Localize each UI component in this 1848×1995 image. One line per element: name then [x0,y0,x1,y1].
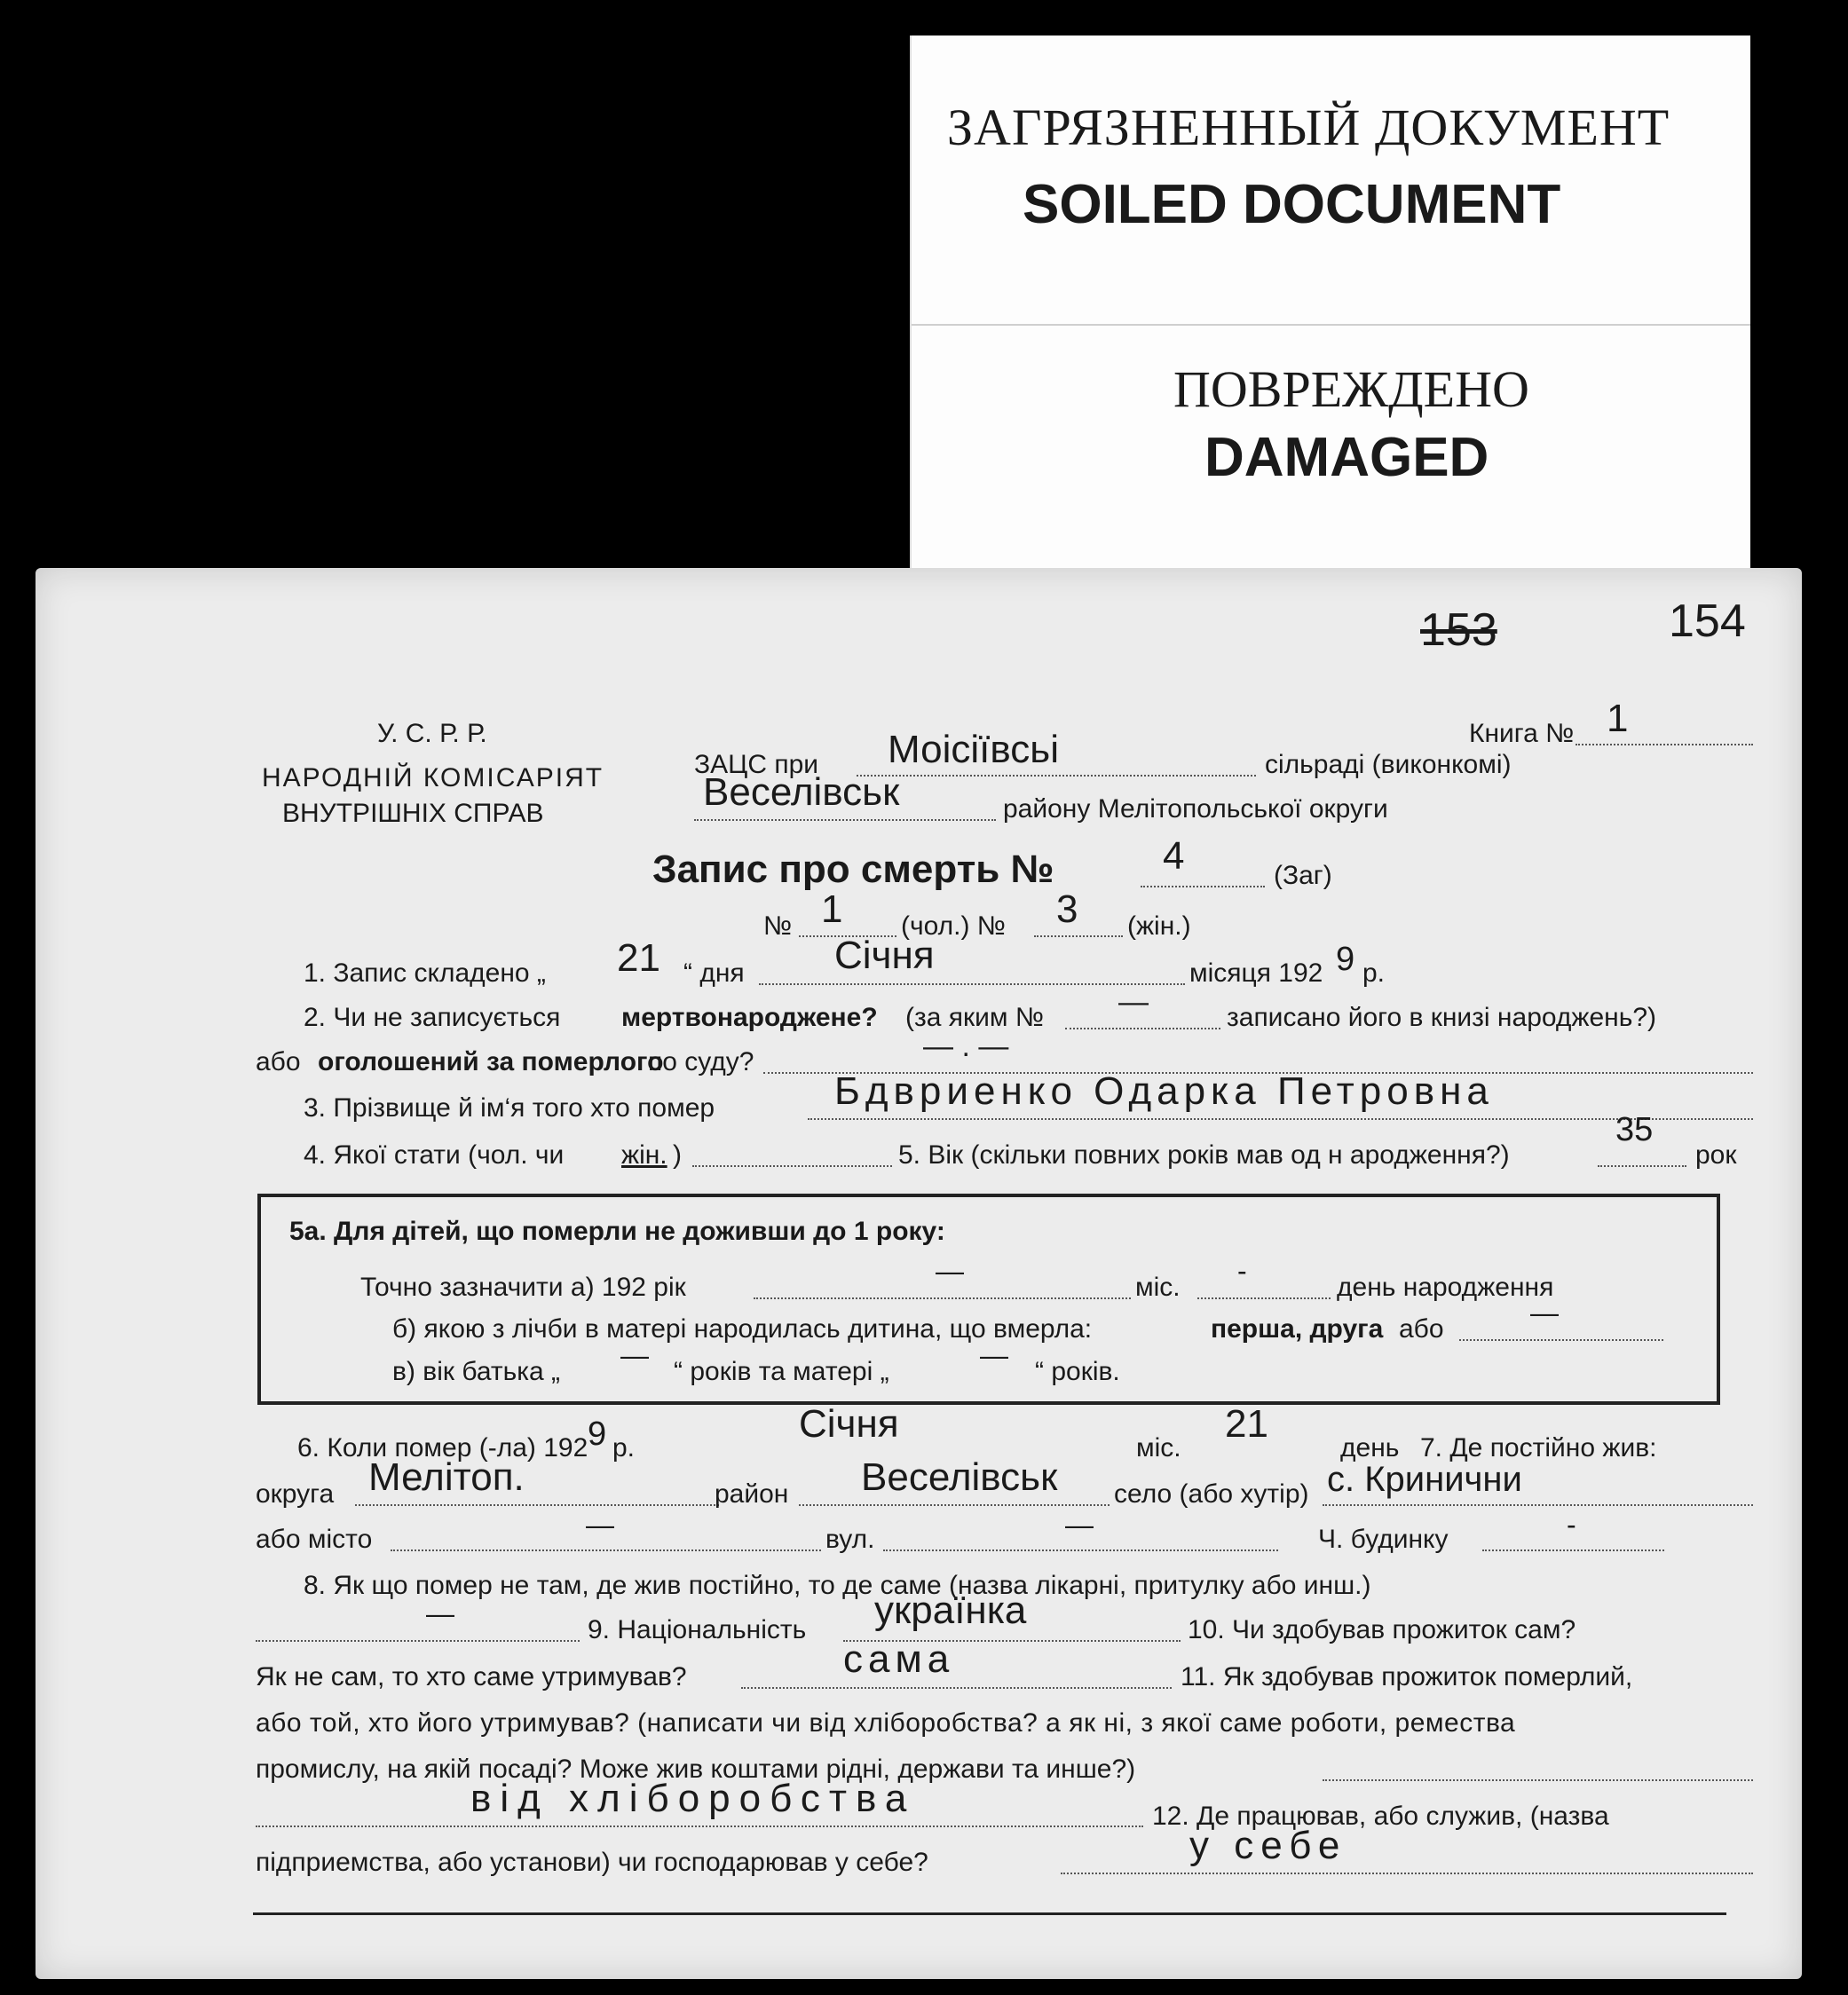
selo-value: с. Кринични [1327,1460,1522,1499]
okruha-value: Мелітоп. [368,1455,525,1499]
field-5-end: рок [1695,1140,1737,1170]
field-7-label: 7. Де постійно жив: [1420,1433,1657,1463]
ministry-line2: ВНУТРІШНІХ СПРАВ [282,799,544,828]
section-5a-line2-v: — [1530,1297,1559,1329]
vul-line [883,1549,1278,1551]
field-1-day: 21 [617,936,660,980]
page-number-current: 154 [1669,595,1746,647]
budynok-label: Ч. будинку [1318,1525,1449,1554]
section-5a-line1-v1: — [936,1255,964,1287]
field-8-line [256,1640,580,1642]
section-5a-order-line [1459,1339,1663,1341]
field-6-year: 9 [588,1415,607,1453]
book-number-line [1576,744,1753,745]
okruha-label: округа [256,1479,335,1509]
vul-label: вул. [825,1525,875,1554]
zags-prefix: ЗАЦС при [694,750,819,779]
ministry-line1: НАРОДНІЙ КОМІСАРІЯТ [262,763,604,792]
section-5a-line1-v2: - [1237,1255,1247,1287]
section-5a-line1-c: день народження [1337,1273,1554,1302]
district-value: Веселівськ [703,770,900,814]
record-title-suffix: (Заг) [1274,861,1332,890]
raion-line [799,1504,1110,1506]
female-number-value: 3 [1056,887,1078,931]
republic-label: У. С. Р. Р. [377,719,487,748]
male-number-label: № [763,911,793,941]
male-number-suffix: (чол.) № [901,911,1006,941]
field-9-label: 9. Національність [588,1615,807,1644]
selo-line [1323,1504,1753,1506]
field-10b-line [741,1687,1172,1689]
field-8-value: — [426,1597,454,1629]
field-5-line [1598,1165,1686,1167]
field-6-mis: міс. [1136,1433,1181,1463]
card-fold-line [912,324,1750,326]
field-10b-label: Як не сам, то хто саме утримував? [256,1662,687,1691]
section-5a-line3-v1: — [620,1339,649,1371]
budynok-line [1482,1549,1664,1551]
field-2-line [1065,1028,1220,1029]
field-6-r: р. [612,1433,636,1463]
section-5a-line2-bold: перша, друга [1211,1314,1384,1344]
field-1-year: 9 [1336,941,1355,978]
field-4-line [692,1165,892,1167]
notice-damaged-en: DAMAGED [1204,427,1489,488]
field-12-value: у себе [1189,1824,1347,1867]
notice-soiled-ru: ЗАГРЯЗНЕННЫЙ ДОКУМЕНТ [947,99,1670,156]
misto-value: — [586,1509,614,1541]
field-5-value: 35 [1615,1111,1654,1148]
section-5a-title: 5а. Для дітей, що померли не доживши до 1 року: [289,1217,945,1246]
field-11-line-a [1323,1779,1753,1781]
district-line [694,819,996,821]
field-2-mid: (за яким № [905,1003,1045,1032]
field-4-label: 4. Якої стати (чол. чи [304,1140,565,1170]
raion-label: район [715,1479,789,1509]
raion-value: Веселівськ [861,1455,1058,1499]
bottom-rule [253,1912,1726,1915]
field-6-day: 21 [1225,1402,1268,1446]
record-title: Запис про смерть № [652,848,1054,891]
village-value: Моісіївсьі [888,728,1059,771]
field-12-label: 12. Де працював, або служив, (назва [1152,1802,1609,1831]
field-2-label: 2. Чи не записується [304,1003,561,1032]
field-10-label: 10. Чи здобував прожиток сам? [1188,1615,1576,1644]
field-3-line [808,1118,1753,1120]
field-10b-value: сама [843,1637,955,1681]
field-4-underlined: жін. [621,1140,667,1170]
field-1-month: Січня [834,934,935,977]
okruha-line [355,1504,719,1506]
record-number-value: 4 [1163,834,1185,878]
field-2-end: записано його в книзі народжень?) [1227,1003,1657,1032]
field-3-label: 3. Прізвище й ім‘я того хто помер [304,1093,715,1123]
section-5a-month-line [1197,1297,1331,1299]
damage-notice-card [910,35,1750,568]
section-5a-line3-c: “ років. [1035,1357,1120,1386]
field-2b-bold: оголошений за померлого [318,1047,664,1076]
section-5a-year-line [754,1297,1131,1299]
field-2b-end: по суду? [648,1047,754,1076]
misto-label: або місто [256,1525,373,1554]
field-2-value: — [1118,985,1149,1019]
village-line [857,775,1256,777]
field-1-suffix: місяця 192 [1189,958,1323,988]
village-suffix: сільраді (виконкомі) [1265,750,1512,779]
field-11-label: 11. Як здобував прожиток померлий, [1181,1662,1633,1691]
field-1-end: р. [1362,958,1386,988]
selo-label: село (або хутір) [1114,1479,1309,1509]
district-suffix: району Мелітопольської округи [1003,794,1388,824]
notice-damaged-ru: ПОВРЕЖДЕНО [1173,360,1529,418]
female-number-line [1034,935,1123,937]
field-2b-label: або [256,1047,301,1076]
female-number-suffix: (жін.) [1127,911,1191,941]
field-6-month: Січня [799,1402,899,1446]
field-12-line2: підприемства, або установи) чи господарював у себе? [256,1848,928,1877]
section-5a-line1-b: міс. [1135,1273,1181,1302]
budynok-value: - [1567,1509,1576,1541]
field-5-label: 5. Вік (скільки повних років мав од н ародження?) [898,1140,1510,1170]
section-5a-line3-v2: — [980,1339,1008,1371]
section-5a-line2-b: або [1399,1314,1444,1344]
field-2-bold: мертвонароджене? [621,1003,878,1032]
field-11-line-b [256,1825,1143,1827]
field-6-den: день [1340,1433,1400,1463]
notice-soiled-en: SOILED DOCUMENT [1023,174,1561,235]
section-5a-line1-a: Точно зазначити а) 192 рік [360,1273,686,1302]
field-1-label: 1. Запис складено „ [304,958,546,988]
field-11-value: від хліборобства [470,1777,916,1820]
field-3-value: Бдвриенко Одарка Петровна [834,1069,1494,1113]
male-number-value: 1 [821,887,843,931]
section-5a-box [257,1194,1720,1405]
field-6-label: 6. Коли помер (-ла) 192 [297,1433,588,1463]
field-11-line2: або той, хто його утримував? (написати чи від хліборобства? а як ні, з якої саме роботи, ремества [256,1708,1516,1738]
field-11-line3: промислу, на якій посаді? Може жив коштами рідні, держави та инше?) [256,1754,1136,1784]
section-5a-line2-a: б) якою з лічби в матері народилась дитина, що вмерла: [392,1314,1093,1344]
field-12-line [1061,1873,1753,1874]
field-8-label: 8. Як що помер не там, де жив постійно, то де саме (назва лікарні, притулку або инш.) [304,1571,1371,1600]
page-number-crossed: 153 [1420,604,1497,656]
section-5a-line3-b: “ років та матері „ [674,1357,889,1386]
vul-value: — [1065,1509,1094,1541]
field-1-mid: “ дня [683,958,745,988]
record-number-line [1141,886,1265,887]
field-9-value: українка [874,1589,1027,1632]
section-5a-line3-a: в) вік батька „ [392,1357,561,1386]
book-label: Книга № [1469,719,1575,748]
field-2b-value: — . — [923,1029,1009,1063]
death-record-form [36,568,1802,1979]
field-4-end: ) [673,1140,682,1170]
book-number-value: 1 [1607,697,1629,740]
misto-line [391,1549,821,1551]
